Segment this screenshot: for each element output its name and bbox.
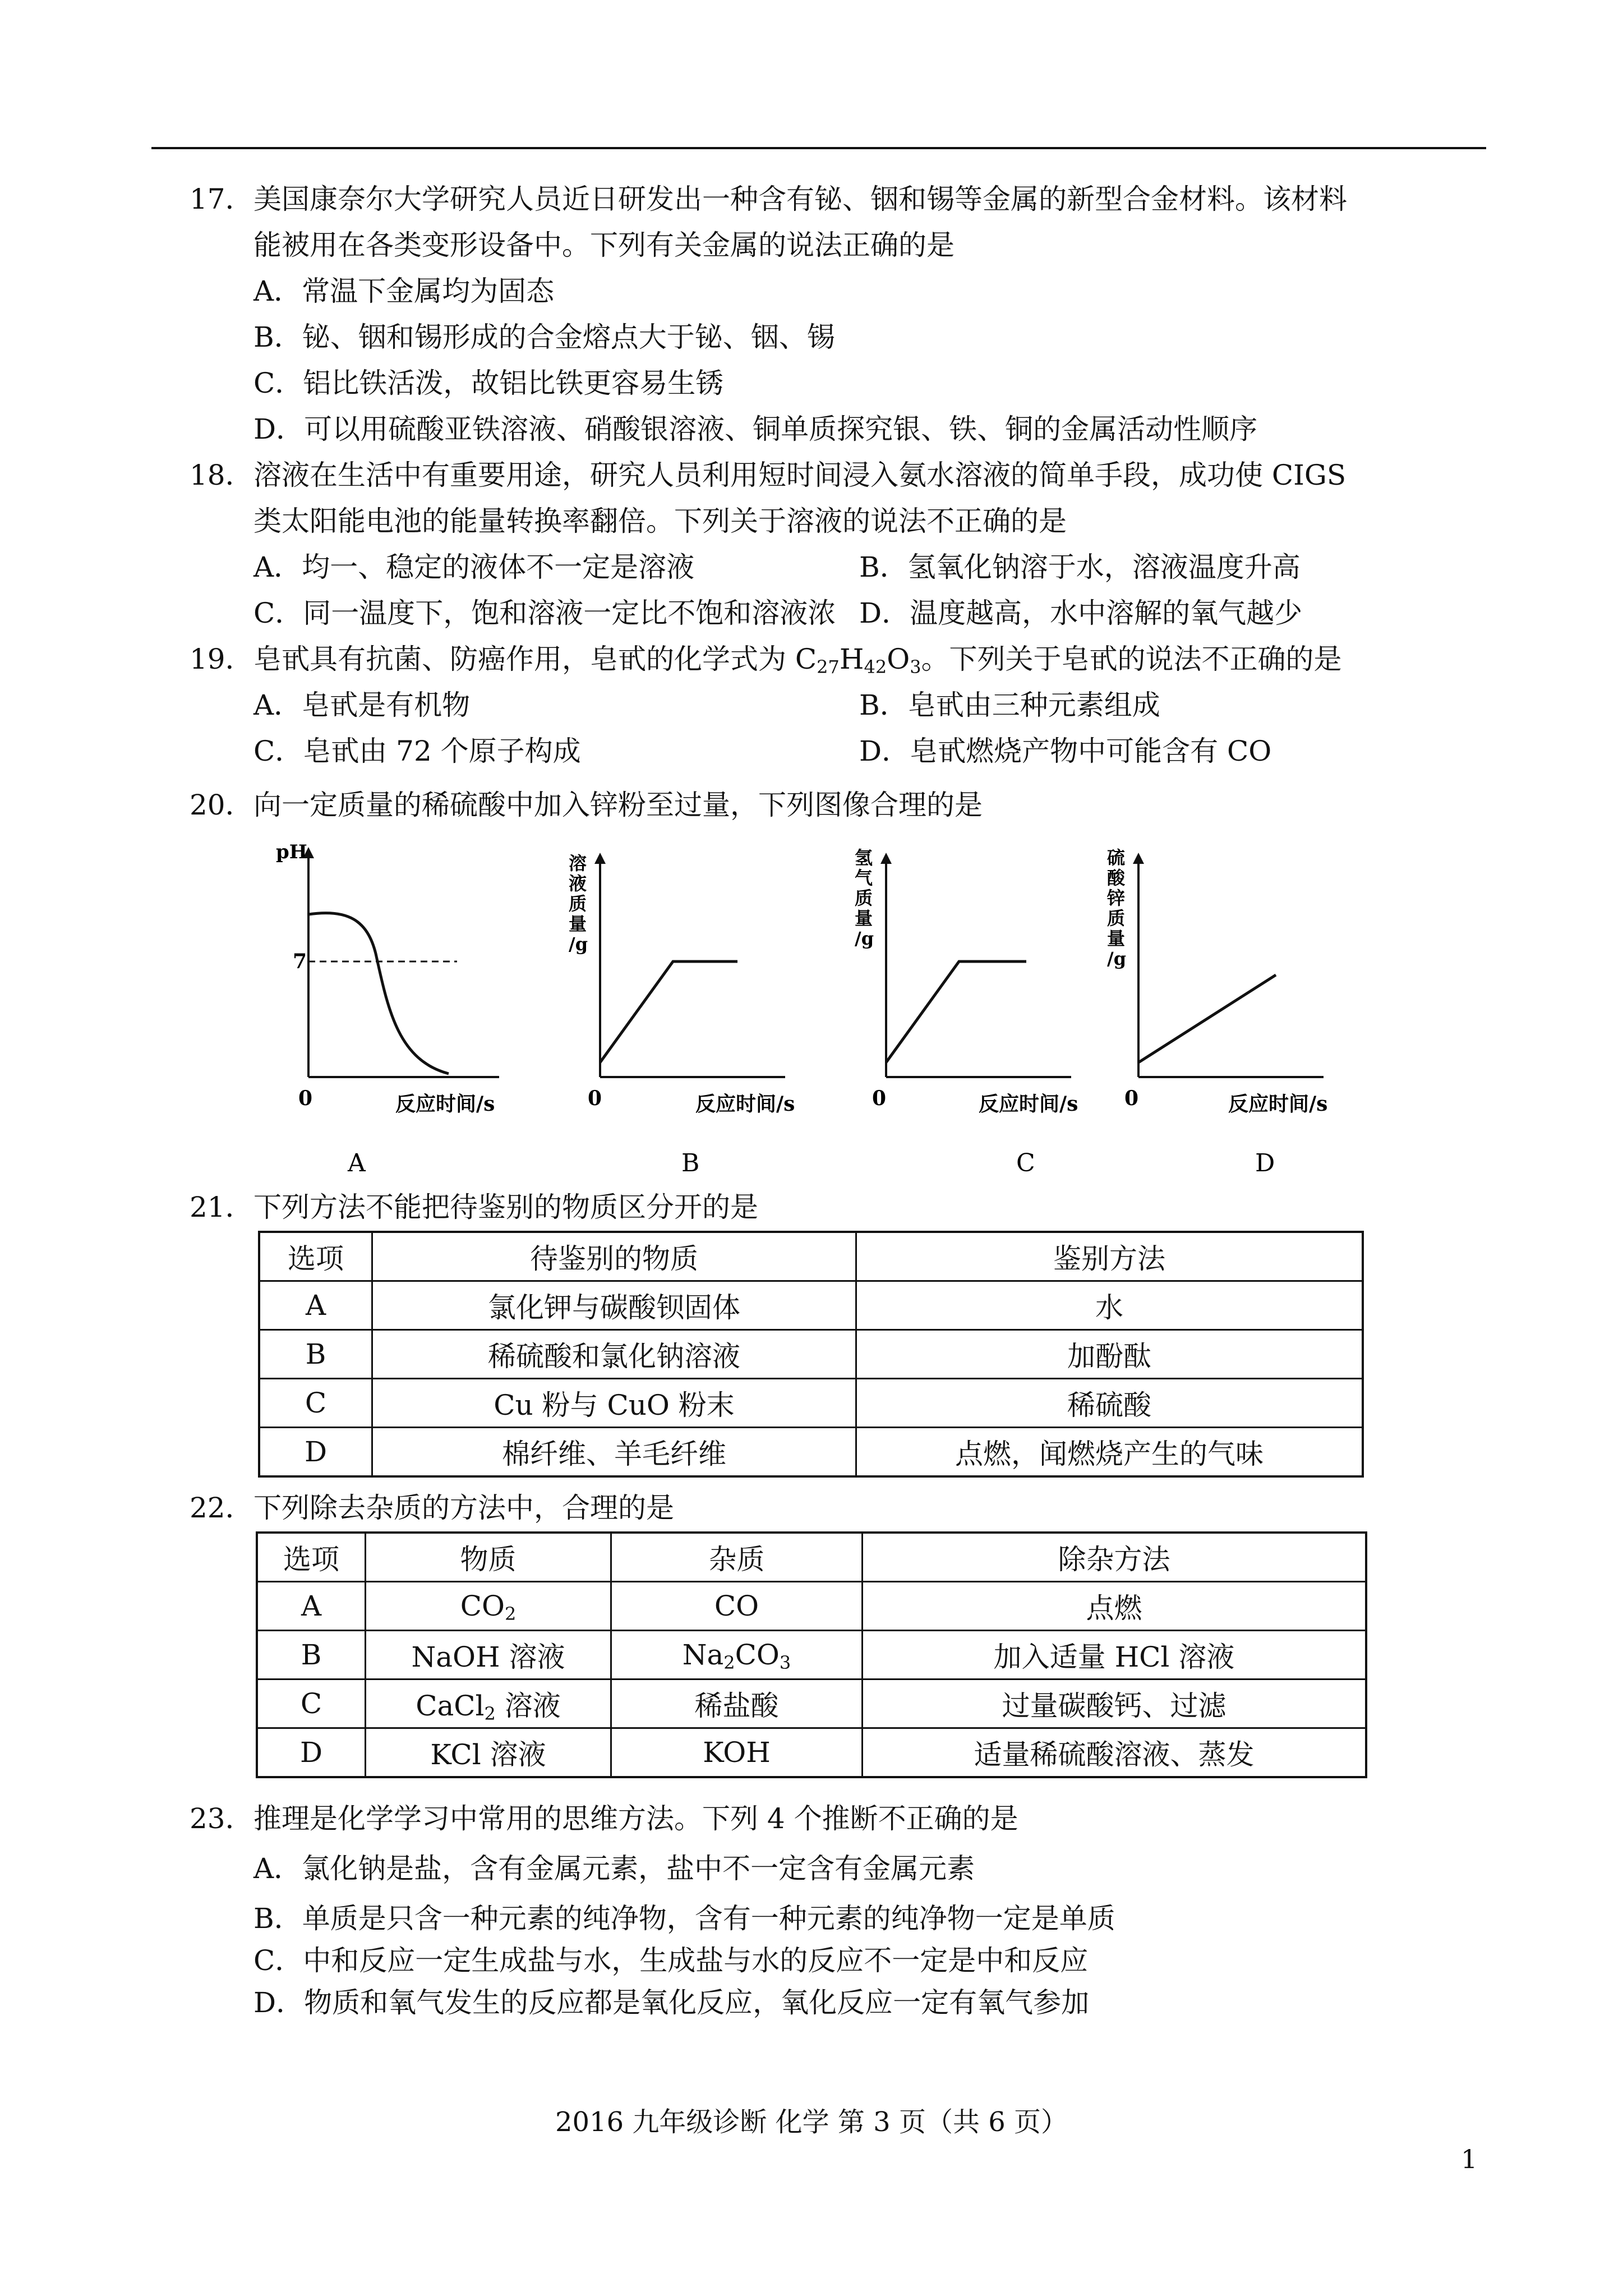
subscript: 2: [723, 1652, 735, 1673]
table-cell: B: [259, 1330, 372, 1379]
option-c: C．铝比铁活泼，故铝比铁更容易生锈: [253, 367, 724, 399]
graph-letter: A: [348, 1149, 366, 1177]
graphs-figure: [264, 836, 1357, 1184]
graph-letter: B: [681, 1149, 700, 1177]
question-stem: 下列方法不能把待鉴别的物质区分开的是: [253, 1191, 758, 1223]
y-label-char: 量: [855, 908, 873, 929]
table-cell: D: [259, 1428, 372, 1477]
stem-text: H: [839, 643, 864, 675]
subscript: 3: [910, 656, 921, 678]
table-cell: 氯化钾与碳酸钡固体: [372, 1281, 856, 1330]
question-number: 22．: [190, 1492, 253, 1524]
y-label-char: 溶: [569, 853, 587, 874]
curve: [600, 961, 737, 1062]
formula-text: 溶液: [495, 1690, 561, 1722]
table-header-row: [259, 1232, 1363, 1281]
option-d: D．温度越高，水中溶解的氧气越少: [859, 597, 1303, 629]
stem-text: O: [887, 643, 910, 675]
header-cell: 鉴别方法: [856, 1232, 1363, 1281]
header-cell: 待鉴别的物质: [372, 1232, 856, 1281]
subscript: 3: [779, 1652, 791, 1673]
table-cell: 稀盐酸: [611, 1680, 863, 1728]
y-label-char: 质: [569, 893, 587, 914]
table-cell: 稀硫酸: [856, 1379, 1363, 1428]
table-row: [257, 1728, 1366, 1778]
graph-letter: C: [1016, 1149, 1035, 1177]
origin-label: 0: [1124, 1087, 1139, 1110]
table-cell: 点燃: [863, 1582, 1367, 1631]
origin-label: 0: [298, 1087, 313, 1110]
x-axis-label: 反应时间/s: [395, 1092, 495, 1116]
table-cell: Cu 粉与 CuO 粉末: [372, 1379, 856, 1428]
table-cell: 过量碳酸钙、过滤: [863, 1680, 1367, 1728]
question-stem: 能被用在各类变形设备中。下列有关金属的说法正确的是: [253, 229, 955, 261]
table-cell: NaOH 溶液: [366, 1631, 611, 1680]
table-cell: B: [257, 1631, 366, 1680]
y-label-char: 氢: [855, 847, 873, 868]
question-stem: 推理是化学学习中常用的思维方法。下列 4 个推断不正确的是: [253, 1802, 1018, 1835]
table-row: [259, 1330, 1363, 1379]
graph-a: [276, 841, 499, 1177]
y-label-char: 量: [569, 913, 587, 935]
y-axis-label: [1106, 847, 1126, 969]
y-label-char: 锌: [1107, 887, 1126, 909]
y-axis-label: pH: [276, 841, 307, 863]
option-d: D．可以用硫酸亚铁溶液、硝酸银溶液、铜单质探究银、铁、铜的金属活动性顺序: [253, 413, 1258, 445]
graph-c: [855, 847, 1078, 1177]
page-number: 1: [1461, 2144, 1478, 2174]
table-row: [259, 1428, 1363, 1477]
table-cell: [366, 1582, 611, 1631]
graph-letter: D: [1255, 1149, 1275, 1177]
question-number: 18．: [190, 459, 253, 491]
table-header-row: [257, 1533, 1366, 1582]
table-cell: 水: [856, 1281, 1363, 1330]
table-cell: [366, 1680, 611, 1728]
option-c: C．皂甙由 72 个原子构成: [253, 735, 581, 767]
header-cell: 选项: [257, 1533, 366, 1582]
table-row: [259, 1281, 1363, 1330]
curve: [886, 961, 1026, 1062]
question-number: 20．: [190, 789, 253, 821]
identification-table: [258, 1231, 1364, 1478]
stem-text: 皂甙具有抗菌、防癌作用，皂甙的化学式为 C: [253, 643, 817, 675]
question-stem: 溶液在生活中有重要用途，研究人员利用短时间浸入氨水溶液的简单手段，成功使 CIGS: [253, 459, 1347, 491]
table-cell: KCl 溶液: [366, 1728, 611, 1778]
table-cell: 适量稀硫酸溶液、蒸发: [863, 1728, 1367, 1778]
table-row: [257, 1680, 1366, 1728]
table-cell: 加酚酞: [856, 1330, 1363, 1379]
x-axis-label: 反应时间/s: [695, 1092, 795, 1116]
subscript: 42: [864, 656, 887, 678]
y-axis-label: [855, 847, 874, 949]
table-cell: 棉纤维、羊毛纤维: [372, 1428, 856, 1477]
curve: [1138, 975, 1276, 1062]
question-stem: 美国康奈尔大学研究人员近日研发出一种含有铋、铟和锡等金属的新型合金材料。该材料: [253, 183, 1347, 215]
stem-text: 。下列关于皂甙的说法不正确的是: [921, 643, 1342, 675]
option-a: A．氯化钠是盐，含有金属元素，盐中不一定含有金属元素: [253, 1852, 975, 1885]
y-label-char: /g: [569, 933, 588, 955]
header-cell: 除杂方法: [863, 1533, 1367, 1582]
formula-text: Na: [682, 1639, 724, 1671]
page-footer: 2016 九年级诊断 化学 第 3 页（共 6 页）: [555, 2106, 1068, 2138]
y-label-char: 量: [1107, 928, 1126, 949]
formula-text: CO: [460, 1590, 505, 1622]
option-d: D．皂甙燃烧产物中可能含有 CO: [859, 735, 1272, 767]
table-cell: C: [257, 1680, 366, 1728]
y-label-char: 液: [569, 873, 587, 894]
y-label-char: 质: [855, 887, 873, 909]
table-cell: D: [257, 1728, 366, 1778]
impurity-table: [256, 1531, 1367, 1778]
origin-label: 0: [872, 1087, 887, 1110]
option-b: B．氢氧化钠溶于水，溶液温度升高: [859, 551, 1301, 583]
table-cell: KOH: [611, 1728, 863, 1778]
question-number: 23．: [190, 1802, 253, 1835]
y-label-char: 酸: [1107, 867, 1126, 889]
option-c: C．同一温度下，饱和溶液一定比不饱和溶液浓: [253, 597, 836, 629]
table-row: [257, 1631, 1366, 1680]
question-number: 19．: [190, 643, 253, 675]
y-label-char: 气: [855, 867, 873, 889]
subscript: 2: [504, 1603, 517, 1625]
x-axis-label: 反应时间/s: [979, 1092, 1078, 1116]
question-stem: 类太阳能电池的能量转换率翻倍。下列关于溶液的说法不正确的是: [253, 505, 1067, 537]
table-cell: 加入适量 HCl 溶液: [863, 1631, 1367, 1680]
table-cell: 稀硫酸和氯化钠溶液: [372, 1330, 856, 1379]
top-rule: [151, 147, 1486, 149]
formula-text: CaCl: [416, 1690, 485, 1722]
option-d: D．物质和氧气发生的反应都是氧化反应，氧化反应一定有氧气参加: [253, 1986, 1090, 2019]
option-b: B．单质是只含一种元素的纯净物，含有一种元素的纯净物一定是单质: [253, 1902, 1115, 1935]
y-tick-label: 7: [293, 950, 307, 973]
question-stem: [253, 639, 1342, 679]
table-cell: C: [259, 1379, 372, 1428]
table-cell: CO: [611, 1582, 863, 1631]
table-cell: A: [257, 1582, 366, 1631]
question-number: 21．: [190, 1191, 253, 1223]
table-cell: [611, 1631, 863, 1680]
option-a: A．皂甙是有机物: [253, 689, 471, 721]
subscript: 27: [817, 656, 840, 678]
question-stem: 向一定质量的稀硫酸中加入锌粉至过量，下列图像合理的是: [253, 789, 983, 821]
table-row: [259, 1379, 1363, 1428]
y-label-char: /g: [1107, 948, 1127, 969]
table-row: [257, 1582, 1366, 1631]
formula-text: CO: [735, 1639, 780, 1671]
y-label-char: /g: [855, 928, 874, 949]
curve: [308, 913, 449, 1074]
question-stem: 下列除去杂质的方法中，合理的是: [253, 1492, 674, 1524]
subscript: 2: [484, 1703, 496, 1724]
header-cell: 物质: [366, 1533, 611, 1582]
question-number: 17．: [190, 183, 253, 215]
table-cell: A: [259, 1281, 372, 1330]
option-a: A．均一、稳定的液体不一定是溶液: [253, 551, 695, 583]
y-label-char: 质: [1107, 908, 1126, 929]
y-axis-label: [569, 853, 588, 955]
y-label-char: 硫: [1107, 847, 1126, 868]
x-axis-label: 反应时间/s: [1228, 1092, 1328, 1116]
graph-d: [1106, 847, 1327, 1177]
header-cell: 杂质: [611, 1533, 863, 1582]
table-cell: 点燃，闻燃烧产生的气味: [856, 1428, 1363, 1477]
option-b: B．皂甙由三种元素组成: [859, 689, 1160, 721]
graph-b: [569, 853, 795, 1177]
option-b: B．铋、铟和锡形成的合金熔点大于铋、铟、锡: [253, 321, 835, 353]
header-cell: 选项: [259, 1232, 372, 1281]
option-c: C．中和反应一定生成盐与水，生成盐与水的反应不一定是中和反应: [253, 1944, 1089, 1977]
option-a: A．常温下金属均为固态: [253, 275, 555, 307]
origin-label: 0: [588, 1087, 602, 1110]
